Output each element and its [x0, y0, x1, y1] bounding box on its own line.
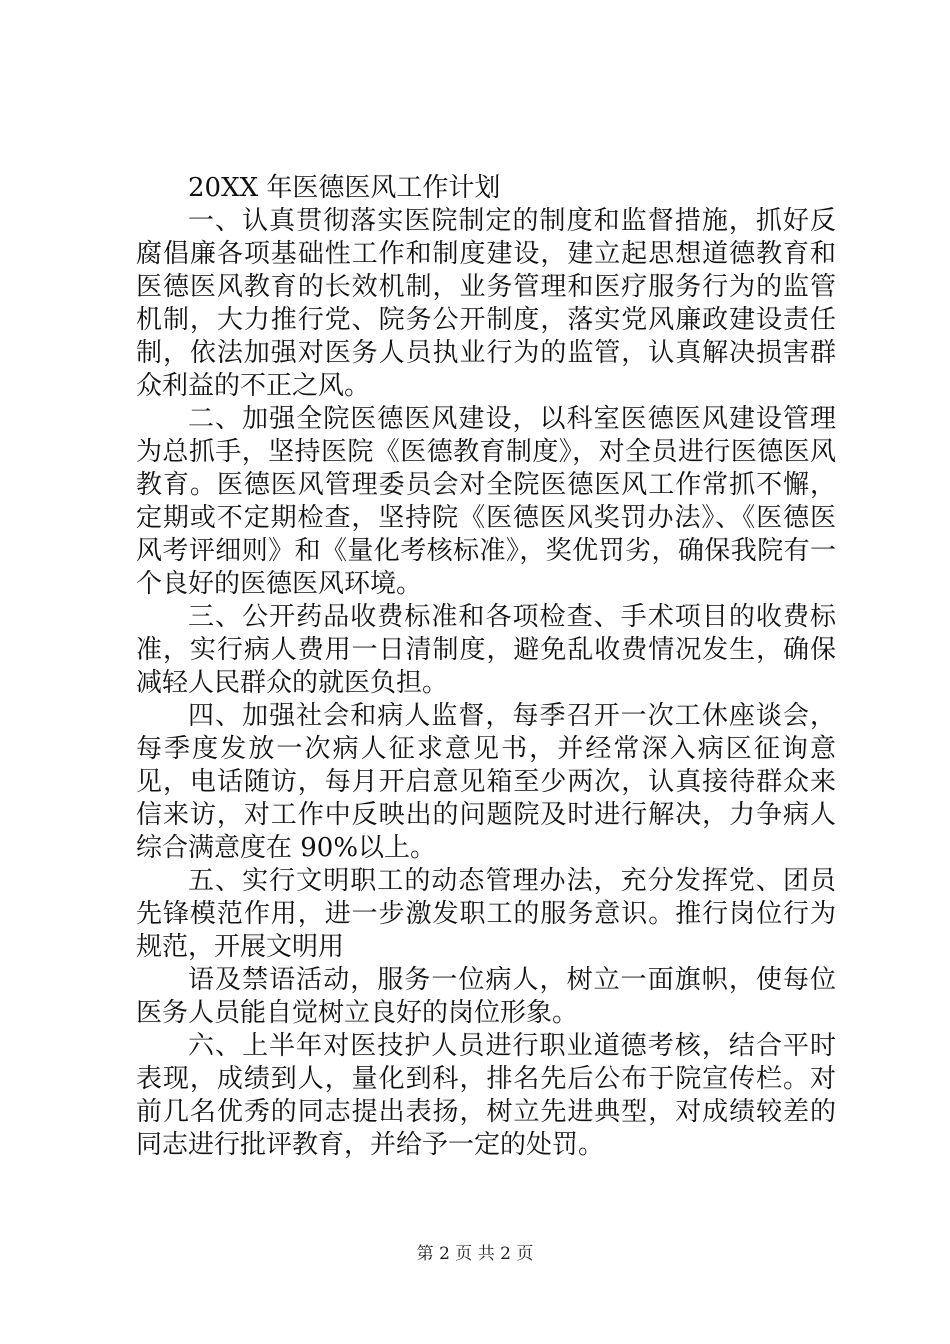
paragraph-3: 三、公开药品收费标准和各项检查、手术项目的收费标准，实行病人费用一日清制度，避免乱收费情况发生，确保减轻人民群众的就医负担。	[136, 602, 836, 698]
paragraph-5: 五、实行文明职工的动态管理办法，充分发挥党、团员先锋模范作用，进一步激发职工的服务意识。推行岗位行为规范，开展文明用	[136, 866, 836, 962]
paragraph-4: 四、加强社会和病人监督，每季召开一次工休座谈会，每季度发放一次病人征求意见书，并经常深入病区征询意见，电话随访，每月开启意见箱至少两次，认真接待群众来信来访，对工作中反映出的问题院及时进行解决，力争病人综合满意度在 90%以上。	[136, 701, 836, 863]
document-body	[136, 172, 836, 1162]
paragraph-2: 二、加强全院医德医风建设，以科室医德医风建设管理为总抓手，坚持医院《医德教育制度》，对全员进行医德医风教育。医德医风管理委员会对全院医德医风工作常抓不懈，定期或不定期检查，坚持院《医德医风奖罚办法》、《医德医风考评细则》和《量化考核标准》，奖优罚劣，确保我院有一个良好的医德医风环境。	[136, 404, 836, 599]
document-title: 20XX 年医德医风工作计划	[188, 173, 501, 203]
page-number-footer: 第 2 页 共 2 页	[416, 1244, 534, 1264]
paragraph-7: 六、上半年对医技护人员进行职业道德考核，结合平时表现，成绩到人，量化到科，排名先后公布于院宣传栏。对前几名优秀的同志提出表扬，树立先进典型，对成绩较差的同志进行批评教育，并给予一定的处罚。	[136, 1031, 836, 1160]
paragraph-6: 语及禁语活动，服务一位病人，树立一面旗帜，使每位医务人员能自觉树立良好的岗位形象。	[136, 965, 836, 1028]
paragraph-1: 一、认真贯彻落实医院制定的制度和监督措施，抓好反腐倡廉各项基础性工作和制度建设，建立起思想道德教育和医德医风教育的长效机制，业务管理和医疗服务行为的监管机制，大力推行党、院务公开制度，落实党风廉政建设责任制，依法加强对医务人员执业行为的监管，认真解决损害群众利益的不正之风。	[136, 206, 836, 401]
